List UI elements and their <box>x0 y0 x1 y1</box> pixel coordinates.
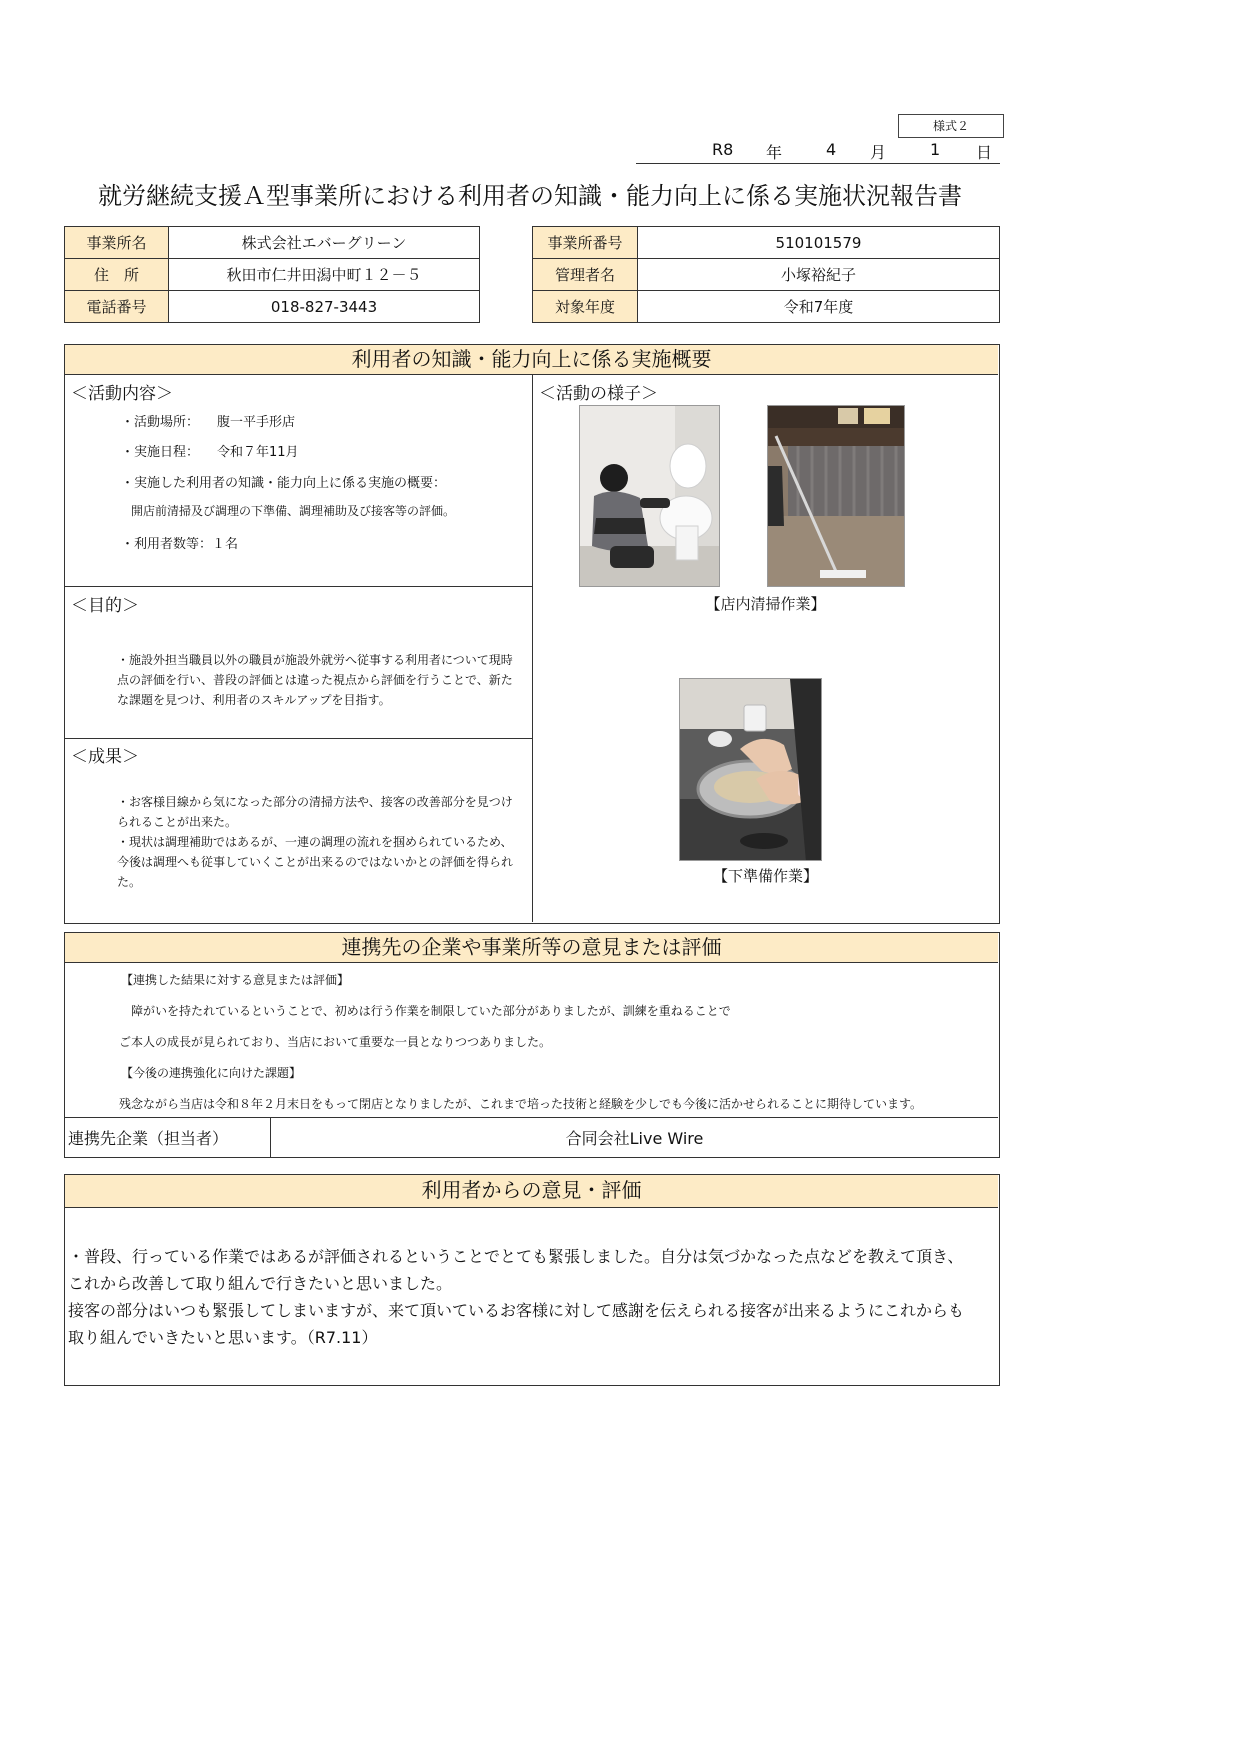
user-feedback-line: 取り組んでいきたいと思います。（R7.11） <box>68 1328 378 1347</box>
photo-food-prep <box>679 678 822 861</box>
user-feedback-text <box>68 1243 998 1351</box>
results-line: ・お客様目線から気になった部分の清掃方法や、接客の改善部分を見つけ <box>117 795 513 809</box>
table-row <box>65 259 480 291</box>
partner-eval-heading: 【連携した結果に対する意見または評価】 <box>121 973 350 987</box>
date-month-unit: 月 <box>870 143 887 162</box>
partner-section <box>64 932 1000 1158</box>
activity-place-label: ・活動場所： <box>121 415 200 430</box>
date-month: 4 <box>826 140 837 159</box>
column-divider <box>532 375 533 922</box>
info-label: 対象年度 <box>533 291 638 323</box>
activity-user-count: ・利用者数等：１名 <box>121 537 239 552</box>
results-line: ・現状は調理補助ではあるが、一連の調理の流れを掴められているため、 <box>117 835 513 849</box>
results-line: た。 <box>117 875 142 889</box>
activity-summary-value: 開店前清掃及び調理の下準備、調理補助及び接客等の評価。 <box>131 504 456 518</box>
results-line: 今後は調理へも従事していくことが出来るのではないかとの評価を得られ <box>117 855 514 869</box>
caption-cleaning: 【店内清掃作業】 <box>705 595 826 613</box>
purpose-line: な課題を見つけ、利用者のスキルアップを目指す。 <box>117 693 391 707</box>
results-heading: ＜成果＞ <box>71 747 139 767</box>
row-divider <box>65 738 532 739</box>
table-row <box>533 227 1000 259</box>
user-feedback-line: 接客の部分はいつも緊張してしまいますが、来て頂いているお客様に対して感謝を伝えられる接客が出来るようにこれからも <box>68 1301 965 1320</box>
purpose-line: 点の評価を行い、普段の評価とは違った視点から評価を行うことで、新た <box>117 673 513 687</box>
form-number-badge: 様式２ <box>898 114 1004 138</box>
purpose-heading: ＜目的＞ <box>71 596 139 616</box>
info-label: 事業所番号 <box>533 227 638 259</box>
photo-floor-cleaning <box>767 405 905 587</box>
info-label: 電話番号 <box>65 291 169 323</box>
row-divider <box>65 1117 998 1118</box>
user-feedback-line: ・普段、行っている作業ではあるが評価されるということでとても緊張しました。自分は気づかなった点などを教えて頂き、 <box>68 1247 964 1266</box>
activity-summary-label: ・実施した利用者の知識・能力向上に係る実施の概要： <box>121 476 447 491</box>
overview-section <box>64 344 1000 924</box>
results-text <box>117 792 529 892</box>
report-date <box>636 140 1000 164</box>
table-row <box>65 227 480 259</box>
partner-eval-line: 障がいを持たれているということで、初めは行う作業を制限していた部分がありましたが、訓練を重ねることで <box>131 1004 731 1018</box>
info-value: 秋田市仁井田潟中町１２－５ <box>169 259 480 291</box>
results-line: られることが出来た。 <box>117 815 238 829</box>
office-info-table <box>64 226 480 323</box>
partner-title: 連携先の企業や事業所等の意見または評価 <box>65 933 998 963</box>
partner-future-line: 残念ながら当店は令和８年２月末日をもって閉店となりましたが、これまで培った技術と経験を少しでも今後に活かせられることに期待しています。 <box>119 1097 923 1111</box>
user-feedback-line: これから改善して取り組んで行きたいと思いました。 <box>68 1274 453 1293</box>
partner-company-value: 合同会社Live Wire <box>565 1129 704 1148</box>
user-feedback-title: 利用者からの意見・評価 <box>65 1175 998 1208</box>
activity-date <box>121 441 299 460</box>
photo-toilet-cleaning-image <box>580 406 720 587</box>
info-label: 管理者名 <box>533 259 638 291</box>
info-value: 株式会社エバーグリーン <box>169 227 480 259</box>
partner-company-label: 連携先企業（担当者） <box>68 1129 229 1148</box>
table-row <box>533 259 1000 291</box>
info-value: 小塚裕紀子 <box>638 259 1000 291</box>
date-era-year: R8 <box>712 140 734 159</box>
purpose-text <box>117 650 529 710</box>
photos-heading: ＜活動の様子＞ <box>539 384 658 404</box>
page-title: 就労継続支援Ａ型事業所における利用者の知識・能力向上に係る実施状況報告書 <box>98 182 962 210</box>
overview-title: 利用者の知識・能力向上に係る実施概要 <box>65 345 998 375</box>
photo-food-prep-image <box>680 679 822 861</box>
info-label: 住 所 <box>65 259 169 291</box>
info-value: 令和7年度 <box>638 291 1000 323</box>
info-label: 事業所名 <box>65 227 169 259</box>
date-day: 1 <box>930 140 941 159</box>
activity-place <box>121 411 295 430</box>
activity-date-label: ・実施日程： <box>121 445 200 460</box>
photo-toilet-cleaning <box>579 405 720 587</box>
date-day-unit: 日 <box>976 143 993 162</box>
purpose-line: ・施設外担当職員以外の職員が施設外就労へ従事する利用者について現時 <box>117 653 513 667</box>
partner-eval-line: ご本人の成長が見られており、当店において重要な一員となりつつありました。 <box>119 1035 552 1049</box>
row-divider <box>65 586 532 587</box>
user-feedback-section <box>64 1174 1000 1386</box>
partner-future-heading: 【今後の連携強化に向けた課題】 <box>121 1066 302 1080</box>
date-year-unit: 年 <box>766 143 783 162</box>
info-value: 018-827-3443 <box>169 291 480 323</box>
activity-place-value: 腹一平手形店 <box>217 415 296 430</box>
activity-heading: ＜活動内容＞ <box>71 384 173 404</box>
table-row <box>65 291 480 323</box>
caption-prep: 【下準備作業】 <box>712 867 818 885</box>
info-value: 510101579 <box>638 227 1000 259</box>
office-number-table <box>532 226 1000 323</box>
activity-date-value: 令和７年11月 <box>217 445 299 460</box>
table-row <box>533 291 1000 323</box>
photo-floor-cleaning-image <box>768 406 905 587</box>
